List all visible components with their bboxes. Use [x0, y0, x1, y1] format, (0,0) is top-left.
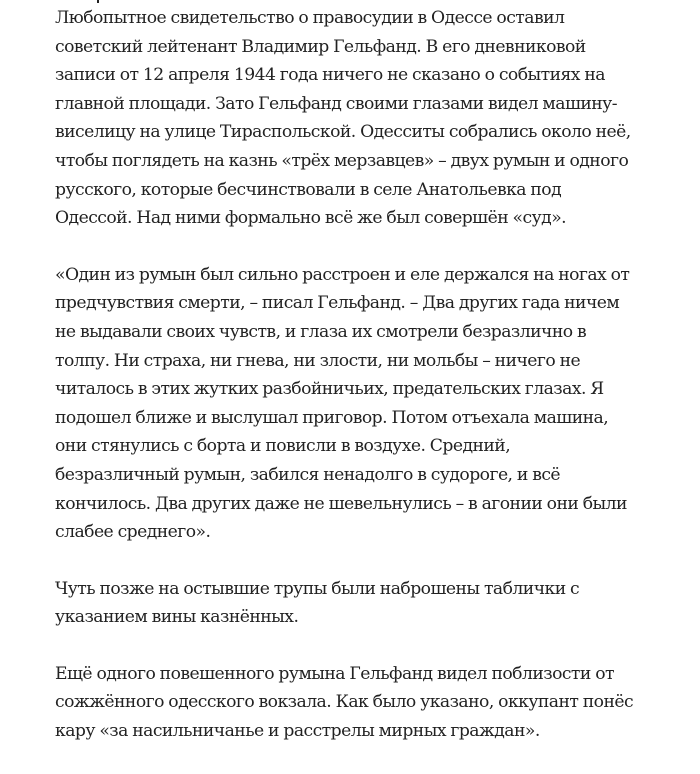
text-line: советский лейтенант Владимир Гельфанд. В его дневниковой [55, 36, 586, 57]
text-line: чтобы поглядеть на казнь «трёх мерзавцев» – двух румын и одного [55, 150, 629, 171]
text-line: русского, которые бесчинствовали в селе Анатольевка под [55, 179, 562, 200]
text-line: записи от 12 апреля 1944 года ничего не сказано о событиях на [55, 65, 605, 86]
paragraph-station [55, 660, 634, 746]
text-line: читалось в этих жутких разбойничьих, предательских глазах. Я [55, 379, 604, 400]
text-line: Одессой. Над ними формально всё же был совершён «суд». [55, 208, 567, 229]
text-line: виселицу на улице Тираспольской. Одесситы собрались около неё, [55, 122, 631, 143]
text-line: кончилось. Два других даже не шевельнулись – в агонии они были [55, 493, 627, 514]
text-line: главной площади. Зато Гельфанд своими глазами видел машину- [55, 93, 618, 114]
paragraph-gelfand-intro [55, 4, 631, 233]
text-line: предчувствия смерти, – писал Гельфанд. – Два других гада ничем [55, 293, 620, 314]
paragraph-diary-quote [55, 261, 630, 547]
text-line: не выдавали своих чувств, и глаза их смотрели безразлично в [55, 321, 587, 342]
text-line: указанием вины казнённых. [55, 607, 299, 628]
text-line: Ещё одного повешенного румына Гельфанд видел поблизости от [55, 663, 614, 684]
text-line: толпу. Ни страха, ни гнева, ни злости, ни мольбы – ничего не [55, 350, 581, 371]
text-line: Любопытное свидетельство о правосудии в Одессе оставил [55, 8, 565, 28]
article-body [55, 4, 634, 774]
text-line: сожжённого одесского вокзала. Как было указано, оккупант понёс [55, 692, 634, 713]
text-line: кару «за насильничанье и расстрелы мирных граждан». [55, 721, 540, 742]
text-line: «Один из румын был сильно расстроен и еле держался на ногах от [55, 264, 630, 285]
clipped-previous-line-fragment [97, 0, 99, 3]
text-line: они стянулись с борта и повисли в воздухе. Средний, [55, 436, 511, 457]
text-line: слабее среднего». [55, 522, 211, 543]
text-line: подошел ближе и выслушал приговор. Потом отъехала машина, [55, 407, 609, 428]
paragraph-signs [55, 575, 615, 632]
text-line: Чуть позже на остывшие трупы были наброшены таблички с [55, 578, 580, 599]
text-line: безразличный румын, забился ненадолго в судороге, и всё [55, 464, 561, 485]
